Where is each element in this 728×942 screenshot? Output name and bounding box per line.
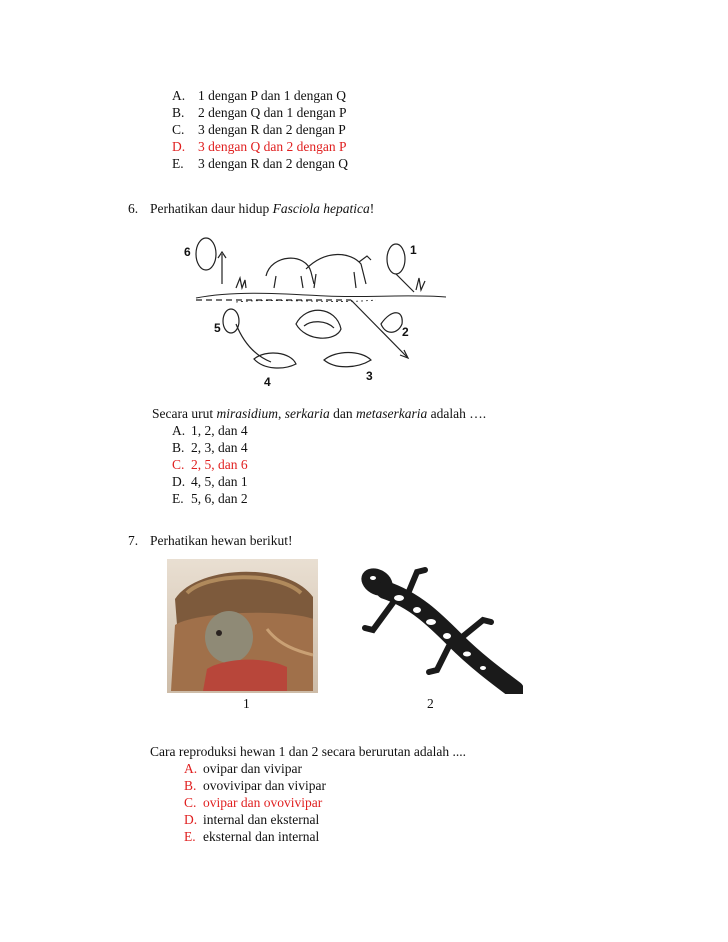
fasciola-life-cycle-figure: [176, 224, 454, 388]
figure-label-3: 3: [366, 369, 373, 383]
q5-option-b[interactable]: B. 2 dengan Q dan 1 dengan P: [172, 105, 347, 120]
figure-label-6: 6: [184, 245, 191, 259]
q7-stem: 7. Perhatikan hewan berikut!: [128, 533, 293, 548]
q5-option-d[interactable]: D. 3 dengan Q dan 2 dengan P: [172, 139, 347, 154]
q6-option-e[interactable]: E. 5, 6, dan 2: [172, 491, 248, 506]
salamander-image: [355, 560, 523, 694]
q5-option-c[interactable]: C. 3 dengan R dan 2 dengan P: [172, 122, 346, 137]
q6-option-b[interactable]: B. 2, 3, dan 4: [172, 440, 248, 455]
q6-stem: 6. Perhatikan daur hidup Fasciola hepatica!: [128, 201, 375, 216]
q7-option-e[interactable]: E. eksternal dan internal: [184, 829, 320, 844]
q6-option-d[interactable]: D. 4, 5, dan 1: [172, 474, 248, 489]
figure-label-5: 5: [214, 321, 221, 335]
figure-label-1: 1: [410, 243, 417, 257]
figure-label-2: 2: [402, 325, 409, 339]
q7-option-d[interactable]: D. internal dan eksternal: [184, 812, 320, 827]
image-label-1: 1: [243, 696, 250, 711]
q7-option-b[interactable]: B. ovovivipar dan vivipar: [184, 778, 326, 793]
q7-option-c[interactable]: C. ovipar dan ovovivipar: [184, 795, 323, 810]
q5-option-a[interactable]: A. 1 dengan P dan 1 dengan Q: [172, 88, 346, 103]
q5-option-e[interactable]: E. 3 dengan R dan 2 dengan Q: [172, 156, 348, 171]
image-label-2: 2: [427, 696, 434, 711]
turtle-photo: [167, 559, 318, 693]
figure-label-4: 4: [264, 375, 271, 388]
q6-option-c[interactable]: C. 2, 5, dan 6: [172, 457, 248, 472]
q6-question: Secara urut mirasidium, serkaria dan metaserkaria adalah ….: [152, 406, 487, 421]
q7-question: Cara reproduksi hewan 1 dan 2 secara berurutan adalah ....: [150, 744, 466, 759]
q7-option-a[interactable]: A. ovipar dan vivipar: [184, 761, 302, 776]
q6-option-a[interactable]: A. 1, 2, dan 4: [172, 423, 248, 438]
